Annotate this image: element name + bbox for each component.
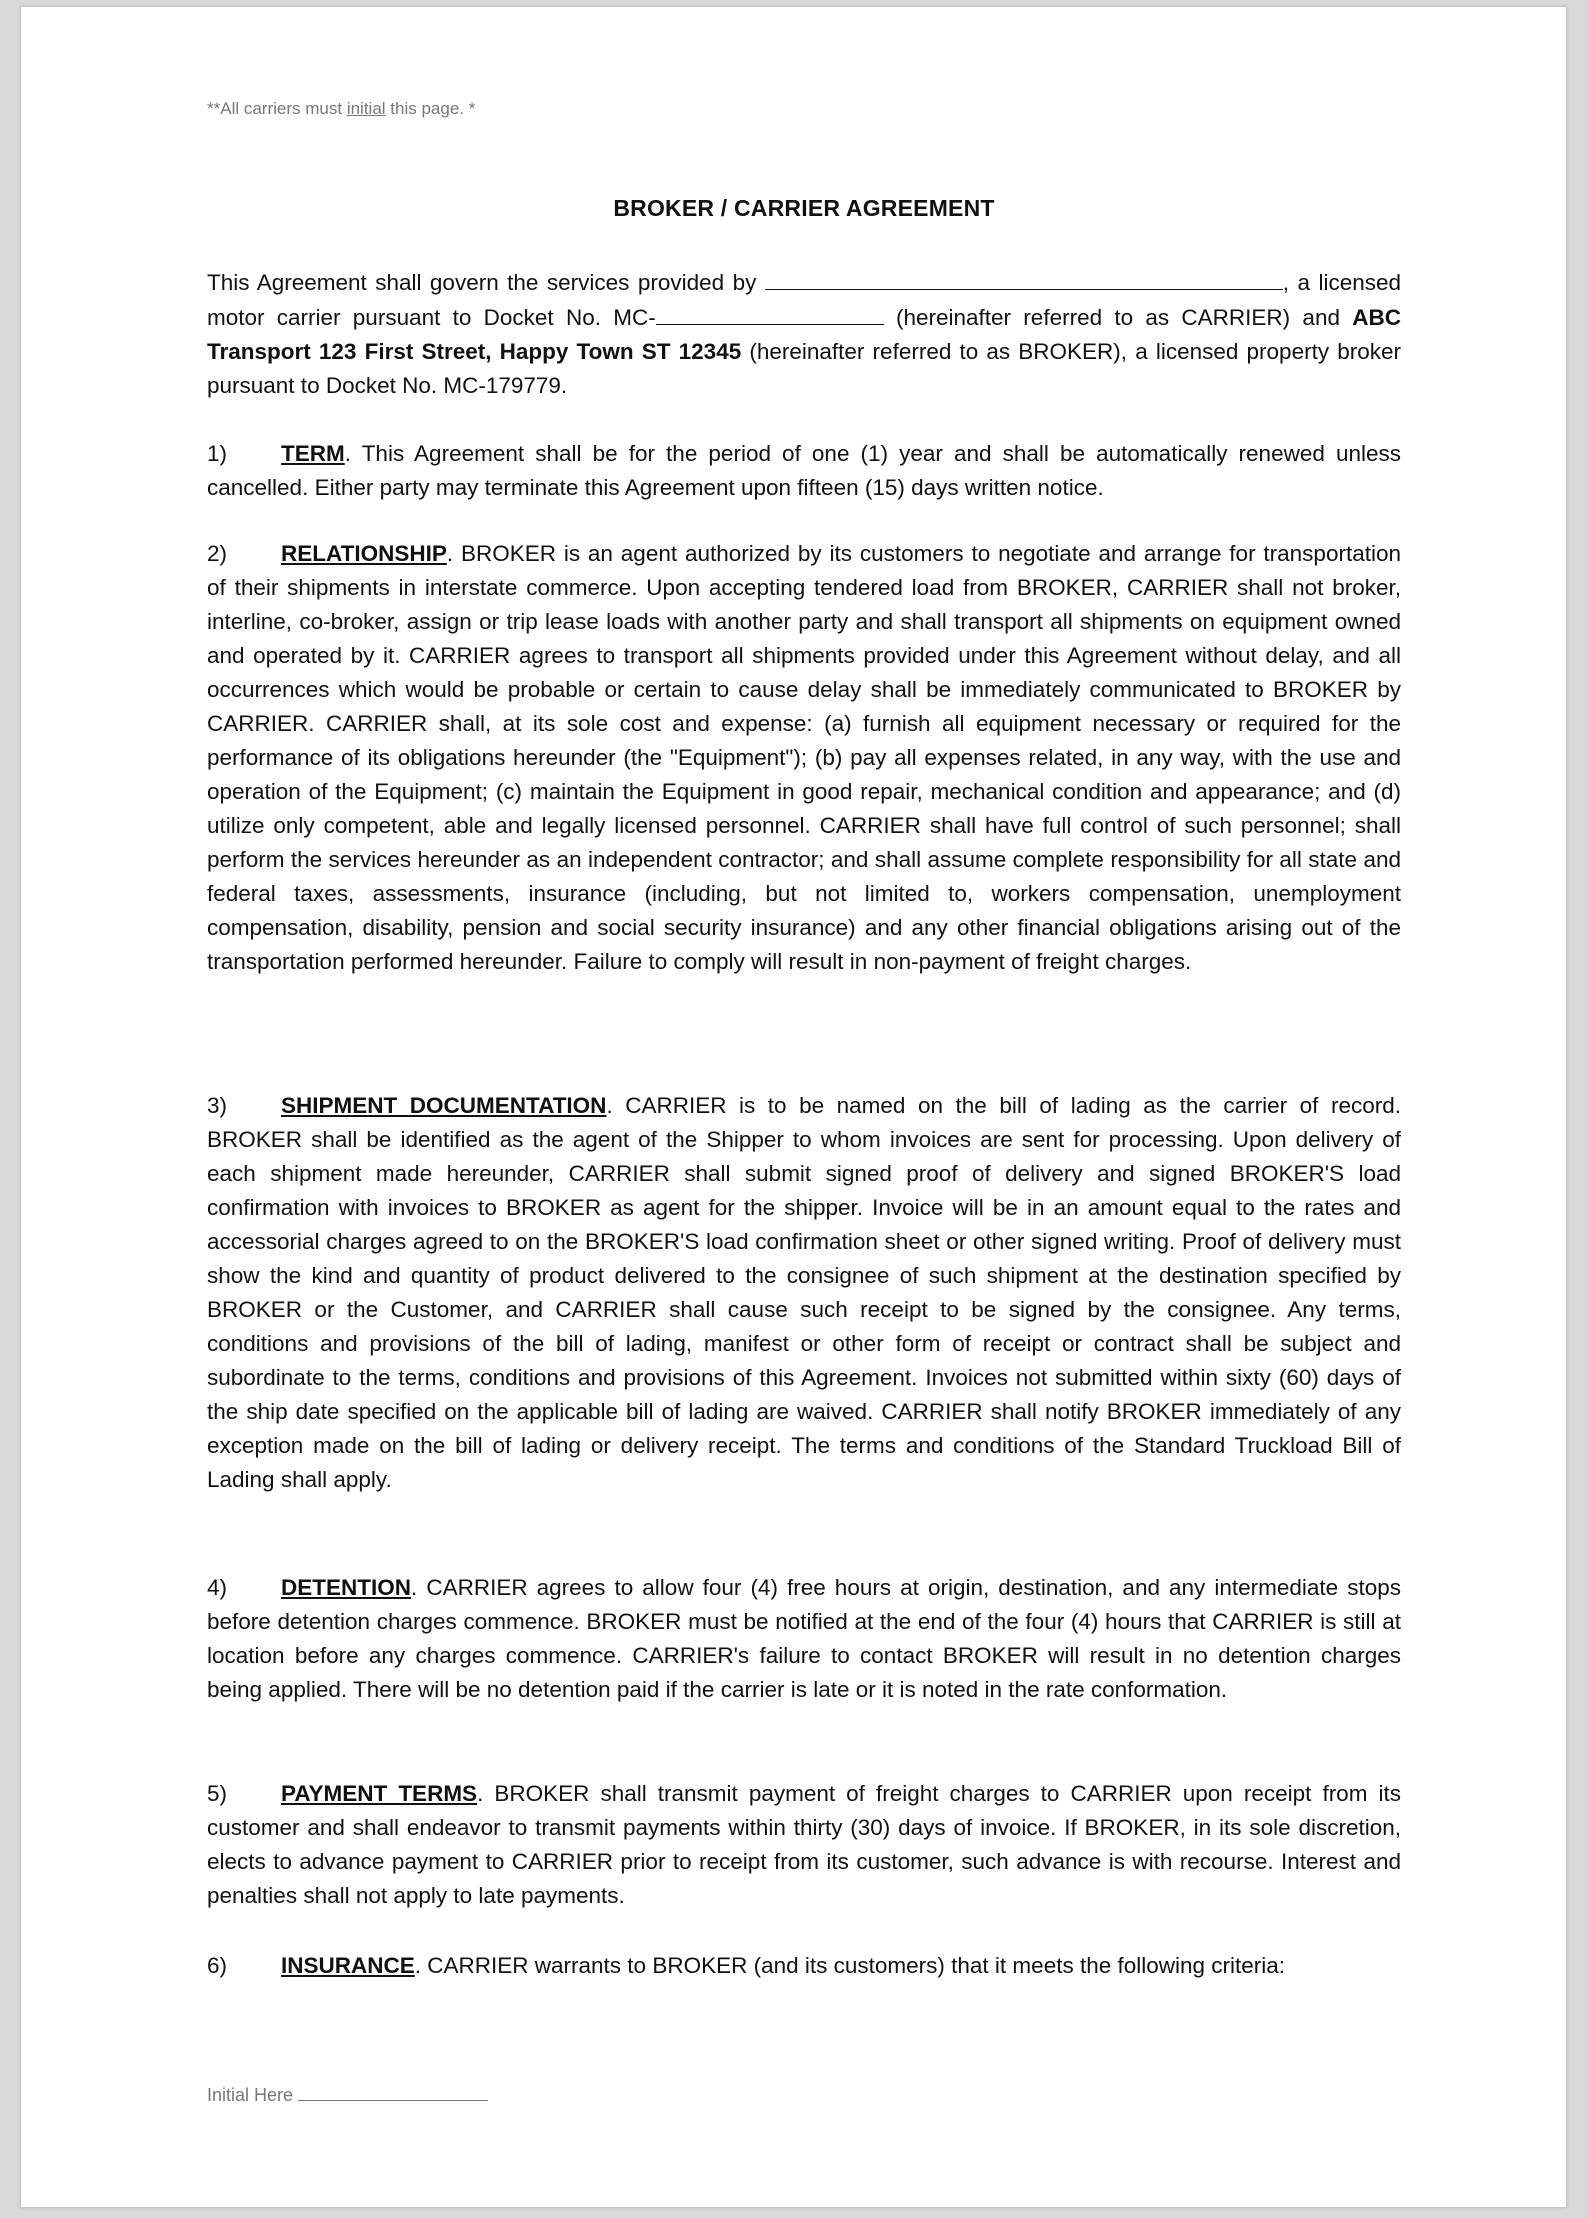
section-relationship — [207, 537, 1401, 979]
section-shipment-documentation — [207, 1089, 1401, 1497]
section-heading: TERM — [281, 441, 345, 466]
section-text: . This Agreement shall be for the period of one (1) year and shall be automatically renewed unless cancelled. Either party may terminate this Agreement upon fifteen (15) days written notice. — [207, 441, 1401, 500]
section-insurance — [207, 1949, 1401, 1983]
intro-paragraph — [207, 265, 1401, 403]
section-heading: INSURANCE — [281, 1953, 415, 1978]
section-number: 6) — [207, 1953, 228, 1978]
note-suffix: this page. * — [385, 99, 476, 118]
broker-name: ABC Transport 123 First Street, Happy Town ST 12345 — [207, 305, 1401, 364]
note-underlined: initial — [346, 99, 386, 118]
section-term — [207, 437, 1401, 505]
page-title: BROKER / CARRIER AGREEMENT — [613, 195, 995, 221]
section-text: . BROKER shall transmit payment of freight charges to CARRIER upon receipt from its customer and shall endeavor to transmit payments within thirty (30) days of invoice. If BROKER, in its sole discretion, elects to advance payment to CARRIER prior to receipt from its customer, such advance is with recourse. Interest and penalties shall not apply to late payments. — [207, 1781, 1401, 1908]
initial-note — [207, 99, 475, 119]
note-prefix: **All carriers must — [207, 99, 347, 118]
section-detention — [207, 1571, 1401, 1707]
initial-here-label: Initial Here — [207, 2085, 294, 2105]
section-number: 5) — [207, 1781, 228, 1806]
document-page — [20, 6, 1567, 2208]
section-payment-terms — [207, 1777, 1401, 1913]
initial-line[interactable] — [298, 2082, 488, 2101]
intro-text-3: (hereinafter referred to as CARRIER) and — [883, 305, 1353, 330]
section-text: . BROKER is an agent authorized by its customers to negotiate and arrange for transportation of their shipments in interstate commerce. Upon accepting tendered load from BROKER, CARRIER shall not broker, interline, co-broker, assign or trip lease loads with another party and shall transport all shipments on equipment owned and operated by it. CARRIER agrees to transport all shipments provided under this Agreement without delay, and all occurrences which would be probable or certain to cause delay shall be immediately communicated to BROKER by CARRIER. CARRIER shall, at its sole cost and expense: (a) furnish all equipment necessary or required for the performance of its obligations hereunder (the "Equipment"); (b) pay all expenses related, in any way, with the use and operation of the Equipment; (c) maintain the Equipment in good repair, mechanical condition and appearance; and (d) utilize only competent, able and legally licensed personnel. CARRIER shall have full control of such personnel; shall perform the services hereunder as an independent contractor; and shall assume complete responsibility for all state and federal taxes, assessments, insurance (including, but not limited to, workers compensation, unemployment compensation, disability, pension and social security insurance) and any other financial obligations arising out of the transportation performed hereunder. Failure to comply will result in non-payment of freight charges. — [207, 541, 1401, 974]
initial-here-field — [207, 2082, 488, 2106]
section-text: . CARRIER is to be named on the bill of lading as the carrier of record. BROKER shall be identified as the agent of the Shipper to whom invoices are sent for processing. Upon delivery of each shipment made hereunder, CARRIER shall submit signed proof of delivery and signed BROKER'S load confirmation with invoices to BROKER as agent for the shipper. Invoice will be in an amount equal to the rates and accessorial charges agreed to on the BROKER'S load confirmation sheet or other signed writing. Proof of delivery must show the kind and quantity of product delivered to the consignee of such shipment at the destination specified by BROKER or the Customer, and CARRIER shall cause such receipt to be signed by the consignee. Any terms, conditions and provisions of the bill of lading, manifest or other form of receipt or contract shall be subject and subordinate to the terms, conditions and provisions of this Agreement. Invoices not submitted within sixty (60) days of the ship date specified on the applicable bill of lading are waived. CARRIER shall notify BROKER immediately of any exception made on the bill of lading or delivery receipt. The terms and conditions of the Standard Truckload Bill of Lading shall apply. — [207, 1093, 1401, 1492]
section-heading: DETENTION — [281, 1575, 412, 1600]
section-number: 2) — [207, 541, 228, 566]
docket-number-blank[interactable] — [656, 300, 884, 325]
section-number: 1) — [207, 441, 228, 466]
section-number: 3) — [207, 1093, 228, 1118]
section-text: . CARRIER agrees to allow four (4) free hours at origin, destination, and any intermediate stops before detention charges commence. BROKER must be notified at the end of the four (4) hours that CARRIER is still at location before any charges commence. CARRIER's failure to contact BROKER will result in no detention charges being applied. There will be no detention paid if the carrier is late or it is noted in the rate conformation. — [207, 1575, 1401, 1702]
section-heading: RELATIONSHIP — [281, 541, 447, 566]
carrier-name-blank[interactable] — [765, 265, 1283, 290]
section-number: 4) — [207, 1575, 228, 1600]
section-text: . CARRIER warrants to BROKER (and its customers) that it meets the following criteria: — [414, 1953, 1286, 1978]
intro-text-1: This Agreement shall govern the services provided by — [207, 270, 765, 295]
intro-text-4: (hereinafter referred to as BROKER), a licensed property broker pursuant to Docket No. MC-179779. — [207, 339, 1401, 398]
section-heading: PAYMENT TERMS — [281, 1781, 478, 1806]
intro-text-2: , a licensed motor carrier pursuant to Docket No. MC- — [207, 270, 1401, 330]
section-heading: SHIPMENT DOCUMENTATION — [281, 1093, 607, 1118]
